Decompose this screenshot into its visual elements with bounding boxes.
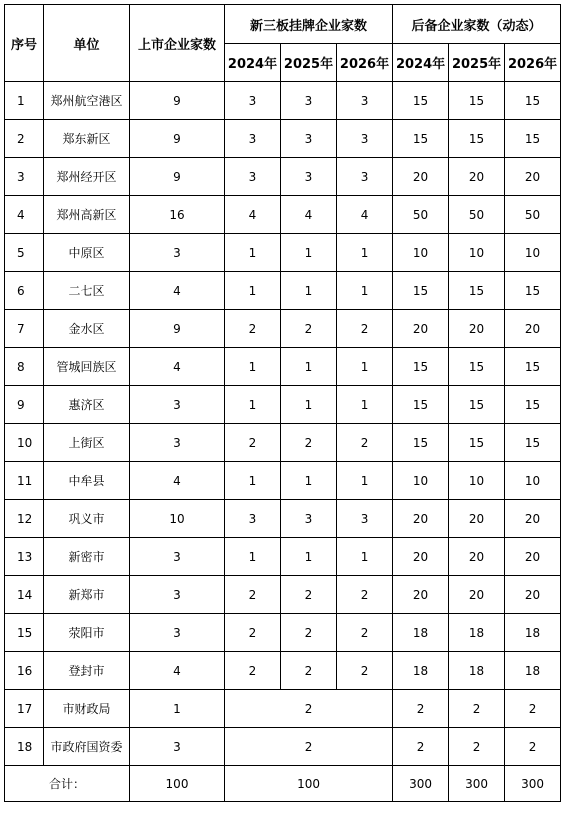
row-reserve-2026: 20 <box>505 576 561 614</box>
row-neeq-2026: 1 <box>337 234 393 272</box>
row-reserve-2025: 20 <box>449 310 505 348</box>
header-neeq: 新三板挂牌企业家数 <box>225 5 393 44</box>
table-row <box>5 348 561 386</box>
row-neeq-2024: 4 <box>225 196 281 234</box>
row-listed: 9 <box>130 82 225 120</box>
row-reserve-2024: 10 <box>393 234 449 272</box>
row-seq: 14 <box>5 576 44 614</box>
row-unit: 巩义市 <box>44 500 130 538</box>
row-seq: 8 <box>5 348 44 386</box>
row-reserve-2025: 15 <box>449 386 505 424</box>
row-neeq-2026: 4 <box>337 196 393 234</box>
row-reserve-2025: 2 <box>449 690 505 728</box>
row-reserve-2024: 2 <box>393 690 449 728</box>
row-unit: 登封市 <box>44 652 130 690</box>
row-seq: 2 <box>5 120 44 158</box>
row-unit: 金水区 <box>44 310 130 348</box>
header-seq: 序号 <box>5 5 44 82</box>
row-listed: 3 <box>130 728 225 766</box>
table-row <box>5 614 561 652</box>
row-seq: 3 <box>5 158 44 196</box>
row-reserve-2025: 15 <box>449 272 505 310</box>
row-reserve-2026: 2 <box>505 690 561 728</box>
row-neeq-2024: 2 <box>225 310 281 348</box>
row-reserve-2024: 20 <box>393 158 449 196</box>
row-seq: 7 <box>5 310 44 348</box>
row-listed: 1 <box>130 690 225 728</box>
row-seq: 10 <box>5 424 44 462</box>
row-reserve-2024: 18 <box>393 614 449 652</box>
row-reserve-2026: 10 <box>505 462 561 500</box>
row-reserve-2024: 50 <box>393 196 449 234</box>
header-reserve-year: 2026年 <box>505 44 561 82</box>
row-neeq-2026: 3 <box>337 82 393 120</box>
row-neeq-2026: 1 <box>337 348 393 386</box>
row-listed: 3 <box>130 424 225 462</box>
row-reserve-2025: 10 <box>449 234 505 272</box>
table-row <box>5 196 561 234</box>
row-reserve-2024: 10 <box>393 462 449 500</box>
row-reserve-2025: 50 <box>449 196 505 234</box>
row-reserve-2024: 20 <box>393 310 449 348</box>
row-neeq-2024: 1 <box>225 272 281 310</box>
total-label: 合计： <box>5 766 130 802</box>
total-reserve-2026: 300 <box>505 766 561 802</box>
row-neeq-2025: 4 <box>281 196 337 234</box>
row-reserve-2026: 10 <box>505 234 561 272</box>
row-reserve-2025: 15 <box>449 424 505 462</box>
row-seq: 4 <box>5 196 44 234</box>
total-listed: 100 <box>130 766 225 802</box>
row-neeq-2025: 1 <box>281 538 337 576</box>
row-listed: 3 <box>130 576 225 614</box>
row-neeq-2025: 1 <box>281 272 337 310</box>
row-neeq-2026: 1 <box>337 538 393 576</box>
row-seq: 1 <box>5 82 44 120</box>
row-neeq-2026: 2 <box>337 614 393 652</box>
row-neeq-2025: 1 <box>281 348 337 386</box>
row-listed: 16 <box>130 196 225 234</box>
row-neeq-2026: 1 <box>337 386 393 424</box>
row-neeq-2026: 2 <box>337 652 393 690</box>
table-row <box>5 652 561 690</box>
header-listed: 上市企业家数 <box>130 5 225 82</box>
row-neeq-2025: 1 <box>281 462 337 500</box>
table-row <box>5 500 561 538</box>
row-listed: 10 <box>130 500 225 538</box>
table-row <box>5 538 561 576</box>
total-reserve-2024: 300 <box>393 766 449 802</box>
row-unit: 郑东新区 <box>44 120 130 158</box>
row-listed: 4 <box>130 348 225 386</box>
row-unit: 新密市 <box>44 538 130 576</box>
row-reserve-2024: 15 <box>393 386 449 424</box>
row-reserve-2026: 20 <box>505 538 561 576</box>
row-unit: 郑州高新区 <box>44 196 130 234</box>
row-unit: 中牟县 <box>44 462 130 500</box>
row-unit: 郑州经开区 <box>44 158 130 196</box>
row-neeq-2024: 1 <box>225 462 281 500</box>
row-seq: 5 <box>5 234 44 272</box>
row-neeq-merged: 2 <box>225 690 393 728</box>
total-neeq: 100 <box>225 766 393 802</box>
row-unit: 郑州航空港区 <box>44 82 130 120</box>
row-neeq-2024: 2 <box>225 576 281 614</box>
row-reserve-2024: 2 <box>393 728 449 766</box>
row-neeq-2024: 3 <box>225 158 281 196</box>
row-reserve-2025: 18 <box>449 614 505 652</box>
row-reserve-2025: 20 <box>449 500 505 538</box>
row-reserve-2025: 20 <box>449 538 505 576</box>
row-neeq-2024: 2 <box>225 652 281 690</box>
row-neeq-2025: 2 <box>281 652 337 690</box>
row-reserve-2026: 20 <box>505 500 561 538</box>
row-neeq-2024: 2 <box>225 614 281 652</box>
table-row <box>5 690 561 728</box>
row-listed: 4 <box>130 272 225 310</box>
table-row <box>5 120 561 158</box>
row-listed: 9 <box>130 310 225 348</box>
table-row <box>5 272 561 310</box>
row-reserve-2025: 10 <box>449 462 505 500</box>
row-neeq-2025: 3 <box>281 82 337 120</box>
row-neeq-2026: 3 <box>337 158 393 196</box>
header-row-1 <box>5 5 561 44</box>
row-unit: 管城回族区 <box>44 348 130 386</box>
row-reserve-2026: 20 <box>505 158 561 196</box>
row-reserve-2025: 15 <box>449 82 505 120</box>
row-seq: 17 <box>5 690 44 728</box>
table-row <box>5 424 561 462</box>
row-listed: 9 <box>130 120 225 158</box>
row-reserve-2024: 15 <box>393 424 449 462</box>
row-unit: 荥阳市 <box>44 614 130 652</box>
row-listed: 4 <box>130 462 225 500</box>
row-neeq-2025: 2 <box>281 424 337 462</box>
table-row <box>5 82 561 120</box>
row-seq: 6 <box>5 272 44 310</box>
row-neeq-2025: 3 <box>281 120 337 158</box>
row-reserve-2026: 15 <box>505 120 561 158</box>
row-reserve-2025: 20 <box>449 158 505 196</box>
row-listed: 3 <box>130 386 225 424</box>
row-unit: 上街区 <box>44 424 130 462</box>
row-neeq-2026: 2 <box>337 310 393 348</box>
row-reserve-2026: 18 <box>505 652 561 690</box>
row-unit: 惠济区 <box>44 386 130 424</box>
row-neeq-2025: 2 <box>281 614 337 652</box>
row-reserve-2026: 15 <box>505 386 561 424</box>
row-reserve-2024: 15 <box>393 348 449 386</box>
row-listed: 3 <box>130 538 225 576</box>
row-reserve-2025: 18 <box>449 652 505 690</box>
row-seq: 13 <box>5 538 44 576</box>
row-neeq-2026: 1 <box>337 462 393 500</box>
row-neeq-2024: 2 <box>225 424 281 462</box>
row-unit: 中原区 <box>44 234 130 272</box>
row-seq: 11 <box>5 462 44 500</box>
row-neeq-2024: 3 <box>225 500 281 538</box>
row-neeq-2025: 3 <box>281 158 337 196</box>
row-reserve-2025: 15 <box>449 120 505 158</box>
row-reserve-2024: 20 <box>393 538 449 576</box>
row-listed: 4 <box>130 652 225 690</box>
row-unit: 市财政局 <box>44 690 130 728</box>
row-reserve-2026: 50 <box>505 196 561 234</box>
row-unit: 二七区 <box>44 272 130 310</box>
row-listed: 3 <box>130 234 225 272</box>
row-reserve-2024: 18 <box>393 652 449 690</box>
row-neeq-merged: 2 <box>225 728 393 766</box>
header-neeq-year: 2026年 <box>337 44 393 82</box>
table-row <box>5 462 561 500</box>
row-listed: 3 <box>130 614 225 652</box>
enterprise-count-table <box>4 4 561 802</box>
table-row <box>5 158 561 196</box>
row-unit: 市政府国资委 <box>44 728 130 766</box>
row-neeq-2024: 1 <box>225 538 281 576</box>
row-neeq-2024: 1 <box>225 348 281 386</box>
row-reserve-2026: 15 <box>505 424 561 462</box>
row-neeq-2026: 3 <box>337 500 393 538</box>
row-reserve-2026: 18 <box>505 614 561 652</box>
row-neeq-2026: 2 <box>337 576 393 614</box>
row-reserve-2025: 2 <box>449 728 505 766</box>
row-reserve-2026: 15 <box>505 272 561 310</box>
row-seq: 18 <box>5 728 44 766</box>
row-seq: 9 <box>5 386 44 424</box>
header-reserve-year: 2024年 <box>393 44 449 82</box>
row-neeq-2025: 2 <box>281 310 337 348</box>
row-reserve-2024: 15 <box>393 272 449 310</box>
row-unit: 新郑市 <box>44 576 130 614</box>
row-neeq-2025: 2 <box>281 576 337 614</box>
header-reserve: 后备企业家数（动态） <box>393 5 561 44</box>
row-reserve-2026: 20 <box>505 310 561 348</box>
row-neeq-2024: 1 <box>225 386 281 424</box>
header-neeq-year: 2025年 <box>281 44 337 82</box>
row-neeq-2026: 1 <box>337 272 393 310</box>
row-neeq-2024: 3 <box>225 120 281 158</box>
row-reserve-2025: 20 <box>449 576 505 614</box>
total-reserve-2025: 300 <box>449 766 505 802</box>
row-neeq-2026: 2 <box>337 424 393 462</box>
row-seq: 16 <box>5 652 44 690</box>
table-row <box>5 728 561 766</box>
row-neeq-2025: 1 <box>281 386 337 424</box>
table-row <box>5 386 561 424</box>
row-reserve-2024: 20 <box>393 576 449 614</box>
row-reserve-2026: 15 <box>505 82 561 120</box>
header-unit: 单位 <box>44 5 130 82</box>
row-seq: 12 <box>5 500 44 538</box>
row-reserve-2024: 15 <box>393 82 449 120</box>
table-row <box>5 576 561 614</box>
header-reserve-year: 2025年 <box>449 44 505 82</box>
row-reserve-2024: 15 <box>393 120 449 158</box>
table-row <box>5 310 561 348</box>
row-listed: 9 <box>130 158 225 196</box>
row-seq: 15 <box>5 614 44 652</box>
row-neeq-2024: 1 <box>225 234 281 272</box>
row-reserve-2024: 20 <box>393 500 449 538</box>
table-row <box>5 234 561 272</box>
row-neeq-2025: 1 <box>281 234 337 272</box>
row-reserve-2025: 15 <box>449 348 505 386</box>
row-neeq-2024: 3 <box>225 82 281 120</box>
row-reserve-2026: 15 <box>505 348 561 386</box>
header-neeq-year: 2024年 <box>225 44 281 82</box>
total-row <box>5 766 561 802</box>
row-neeq-2025: 3 <box>281 500 337 538</box>
row-reserve-2026: 2 <box>505 728 561 766</box>
row-neeq-2026: 3 <box>337 120 393 158</box>
